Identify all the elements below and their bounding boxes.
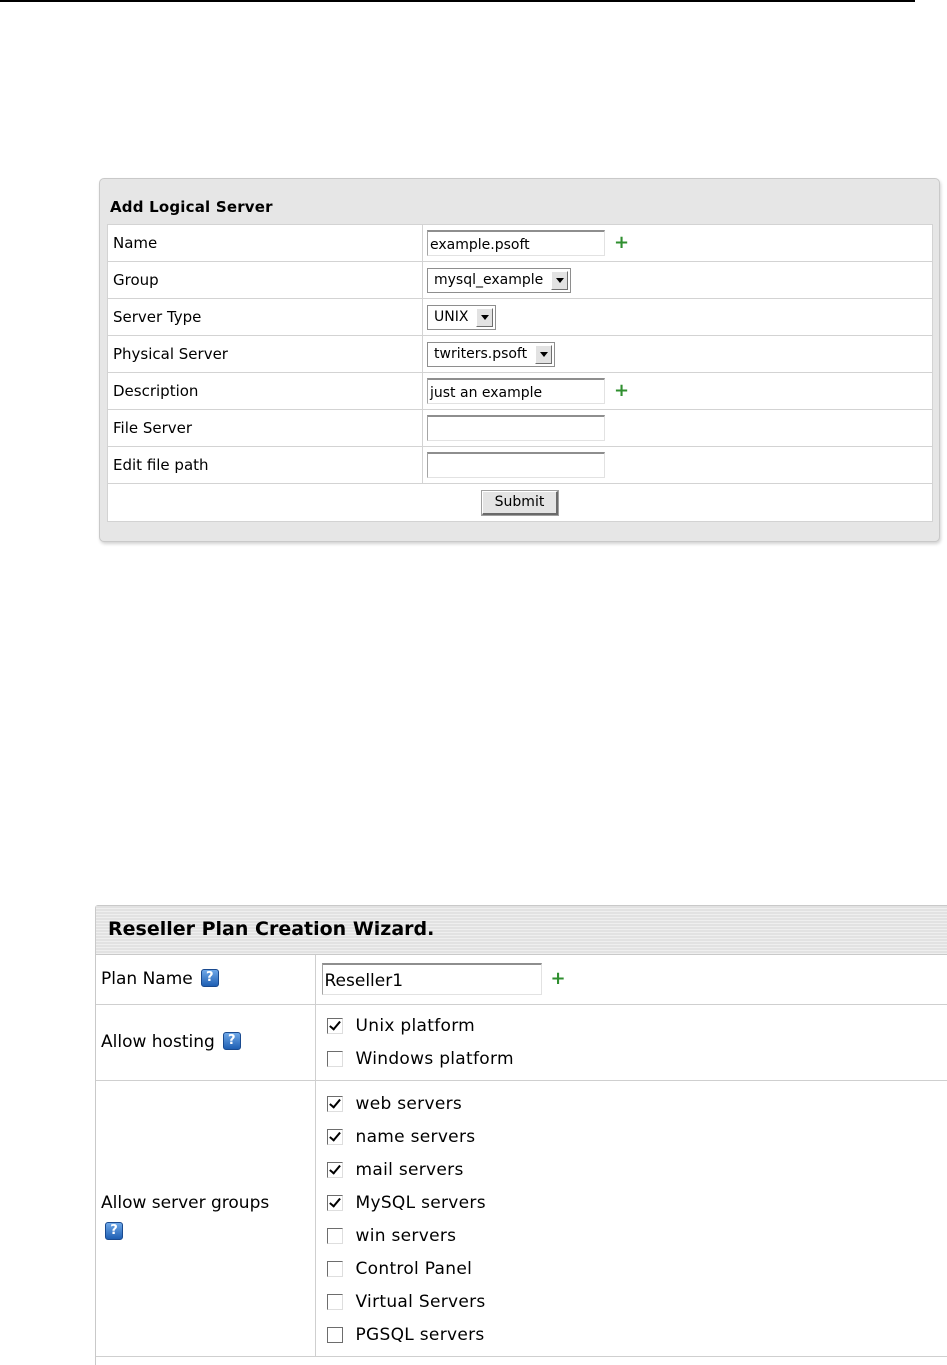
mail-servers-option[interactable] bbox=[322, 1154, 947, 1187]
name-servers-label: name servers bbox=[356, 1127, 476, 1147]
allow-server-groups-row bbox=[96, 1080, 947, 1356]
submit-button[interactable]: Submit bbox=[482, 491, 559, 515]
name-label: Name bbox=[108, 225, 423, 262]
top-rule bbox=[0, 0, 915, 2]
unix-platform-checkbox[interactable] bbox=[327, 1018, 343, 1034]
control-panel-checkbox[interactable] bbox=[327, 1261, 343, 1277]
name-row bbox=[108, 225, 933, 262]
reseller-plan-wizard-panel bbox=[95, 905, 947, 1365]
allow-server-groups-label: Allow server groups bbox=[101, 1193, 269, 1213]
plan-name-row bbox=[96, 955, 947, 1004]
group-row bbox=[108, 262, 933, 299]
add-description-plus-icon[interactable]: + bbox=[614, 382, 629, 400]
edit-file-path-input[interactable] bbox=[427, 452, 605, 478]
edit-file-path-row bbox=[108, 447, 933, 484]
pgsql-servers-label: PGSQL servers bbox=[356, 1325, 485, 1345]
windows-platform-option[interactable] bbox=[322, 1043, 947, 1076]
description-row bbox=[108, 373, 933, 410]
physical-server-label: Physical Server bbox=[108, 336, 423, 373]
win-servers-label: win servers bbox=[356, 1226, 457, 1246]
submit-row bbox=[108, 484, 933, 522]
mail-servers-label: mail servers bbox=[356, 1160, 464, 1180]
file-server-input[interactable] bbox=[427, 415, 605, 441]
allow-hosting-label: Allow hosting bbox=[101, 1032, 215, 1052]
dropdown-arrow-icon[interactable] bbox=[551, 271, 568, 290]
web-servers-checkbox[interactable] bbox=[327, 1096, 343, 1112]
plan-name-input[interactable]: Reseller1 bbox=[322, 963, 542, 995]
file-server-row bbox=[108, 410, 933, 447]
plan-name-label: Plan Name bbox=[101, 969, 193, 989]
mysql-servers-option[interactable] bbox=[322, 1187, 947, 1220]
windows-platform-label: Windows platform bbox=[356, 1049, 514, 1069]
physical-server-select-value: twriters.psoft bbox=[434, 346, 527, 362]
description-label: Description bbox=[108, 373, 423, 410]
pgsql-servers-checkbox[interactable] bbox=[327, 1327, 343, 1343]
add-logical-server-form bbox=[107, 224, 933, 522]
win-servers-option[interactable] bbox=[322, 1220, 947, 1253]
name-servers-checkbox[interactable] bbox=[327, 1129, 343, 1145]
name-input[interactable]: example.psoft bbox=[427, 230, 605, 256]
virtual-servers-label: Virtual Servers bbox=[356, 1292, 486, 1312]
web-servers-option[interactable] bbox=[322, 1088, 947, 1121]
windows-platform-checkbox[interactable] bbox=[327, 1051, 343, 1067]
file-server-label: File Server bbox=[108, 410, 423, 447]
group-select[interactable] bbox=[427, 268, 571, 293]
dropdown-arrow-icon[interactable] bbox=[535, 345, 552, 364]
virtual-servers-checkbox[interactable] bbox=[327, 1294, 343, 1310]
add-logical-server-panel bbox=[99, 178, 940, 542]
group-label: Group bbox=[108, 262, 423, 299]
server-type-row bbox=[108, 299, 933, 336]
help-icon[interactable]: ? bbox=[223, 1032, 241, 1050]
reseller-plan-form bbox=[96, 955, 947, 1357]
win-servers-checkbox[interactable] bbox=[327, 1228, 343, 1244]
physical-server-select[interactable] bbox=[427, 342, 555, 367]
edit-file-path-label: Edit file path bbox=[108, 447, 423, 484]
unix-platform-option[interactable] bbox=[322, 1010, 947, 1043]
web-servers-label: web servers bbox=[356, 1094, 463, 1114]
server-type-select[interactable] bbox=[427, 305, 496, 330]
pgsql-servers-option[interactable] bbox=[322, 1319, 947, 1352]
description-input[interactable]: just an example bbox=[427, 378, 605, 404]
mail-servers-checkbox[interactable] bbox=[327, 1162, 343, 1178]
control-panel-option[interactable] bbox=[322, 1253, 947, 1286]
add-name-plus-icon[interactable]: + bbox=[614, 234, 629, 252]
server-type-label: Server Type bbox=[108, 299, 423, 336]
panel-title: Add Logical Server bbox=[110, 198, 273, 216]
help-icon[interactable]: ? bbox=[201, 969, 219, 987]
mysql-servers-checkbox[interactable] bbox=[327, 1195, 343, 1211]
unix-platform-label: Unix platform bbox=[356, 1016, 476, 1036]
control-panel-label: Control Panel bbox=[356, 1259, 473, 1279]
dropdown-arrow-icon[interactable] bbox=[476, 308, 493, 327]
wizard-title: Reseller Plan Creation Wizard. bbox=[96, 906, 947, 955]
mysql-servers-label: MySQL servers bbox=[356, 1193, 486, 1213]
allow-hosting-row bbox=[96, 1004, 947, 1080]
add-plan-name-plus-icon[interactable]: + bbox=[551, 970, 566, 988]
group-select-value: mysql_example bbox=[434, 272, 543, 288]
name-servers-option[interactable] bbox=[322, 1121, 947, 1154]
virtual-servers-option[interactable] bbox=[322, 1286, 947, 1319]
help-icon[interactable]: ? bbox=[105, 1222, 123, 1240]
server-type-select-value: UNIX bbox=[434, 309, 468, 325]
physical-server-row bbox=[108, 336, 933, 373]
